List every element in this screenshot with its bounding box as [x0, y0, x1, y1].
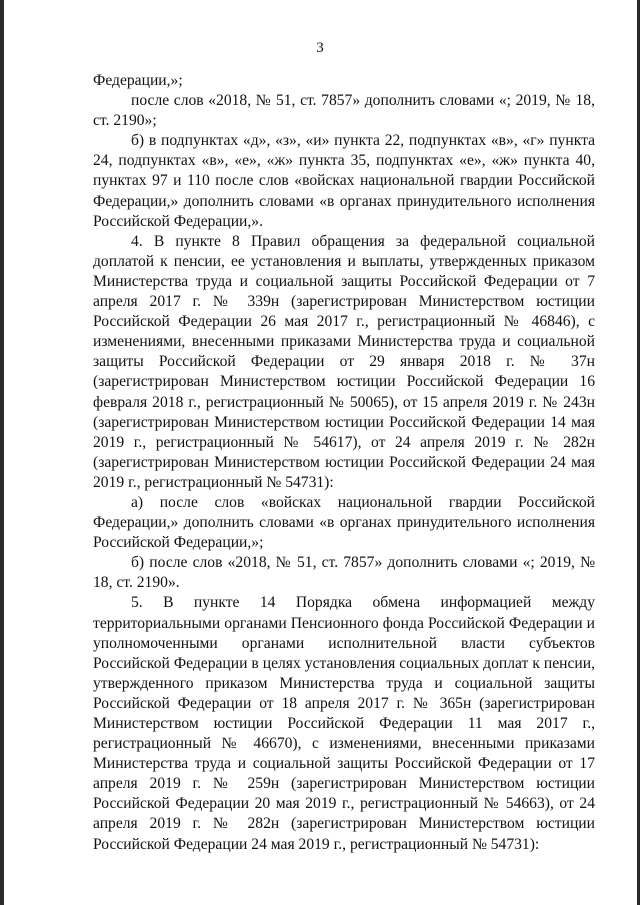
paragraph-continuation: Федерации,»;	[93, 72, 183, 89]
paragraph-item-4: 4. В пункте 8 Правил обращения за федеральной социальной доплатой к пенсии, ее установления и выплаты, утвержденных приказом Министерства труда и социальной защиты Российской Федерации от 7 апреля 2017 г. № 339н (зарегистрирован Министерством юстиции Российской Федерации 26 мая 2017 г., регистрационный № 46846), с изменениями, внесенными приказами Министерства труда и социальной защиты Российской Федерации от 29 января 2018 г. № 37н (зарегистрирован Министерством юстиции Российской Федерации 16 февраля 2018 г., регистрационный № 50065), от 15 апреля 2019 г. № 243н (зарегистрирован Министерством юстиции Российской Федерации 14 мая 2019 г., регистрационный № 54617), от 24 апреля 2019 г. № 282н (зарегистрирован Министерством юстиции Российской Федерации 24 мая 2019 г., регистрационный № 54731):	[93, 232, 595, 491]
paragraph-item-4-b: б) после слов «2018, № 51, ст. 7857» дополнить словами «; 2019, № 18, ст. 2190».	[93, 554, 595, 592]
document-body	[93, 71, 595, 855]
page-number: 3	[316, 40, 324, 56]
paragraph-subitem-b: б) в подпунктах «д», «з», «и» пункта 22, подпунктах «в», «г» пункта 24, подпунктах «в», «е», «ж» пункта 35, подпунктах «е», «ж» пункта 40, пунктах 97 и 110 после слов «войсках национальной гвардии Российской Федерации,» дополнить словами «в органах принудительного исполнения Российской Федерации,».	[93, 132, 595, 230]
paragraph-item-5: 5. В пункте 14 Порядка обмена информацией между территориальными органами Пенсионного фонда Российской Федерации и уполномоченными органами исполнительной власти субъектов Российской Федерации в целях установления социальных доплат к пенсии, утвержденного приказом Министерства труда и социальной защиты Российской Федерации от 18 апреля 2017 г. № 365н (зарегистрирован Министерством юстиции Российской Федерации 11 мая 2017 г., регистрационный № 46670), с изменениями, внесенными приказами Министерства труда и социальной защиты Российской Федерации от 17 апреля 2019 г. № 259н (зарегистрирован Министерством юстиции Российской Федерации 20 мая 2019 г., регистрационный № 54663), от 24 апреля 2019 г. № 282н (зарегистрирован Министерством юстиции Российской Федерации 24 мая 2019 г., регистрационный № 54731):	[93, 594, 595, 853]
paragraph-amendment-source: после слов «2018, № 51, ст. 7857» дополнить словами «; 2019, № 18, ст. 2190»;	[93, 92, 595, 130]
paragraph-item-4-a: а) после слов «войсках национальной гвардии Российской Федерации,» дополнить словами «в органах принудительного исполнения Российской Федерации,»;	[93, 493, 595, 552]
scan-border-left	[0, 0, 4, 905]
